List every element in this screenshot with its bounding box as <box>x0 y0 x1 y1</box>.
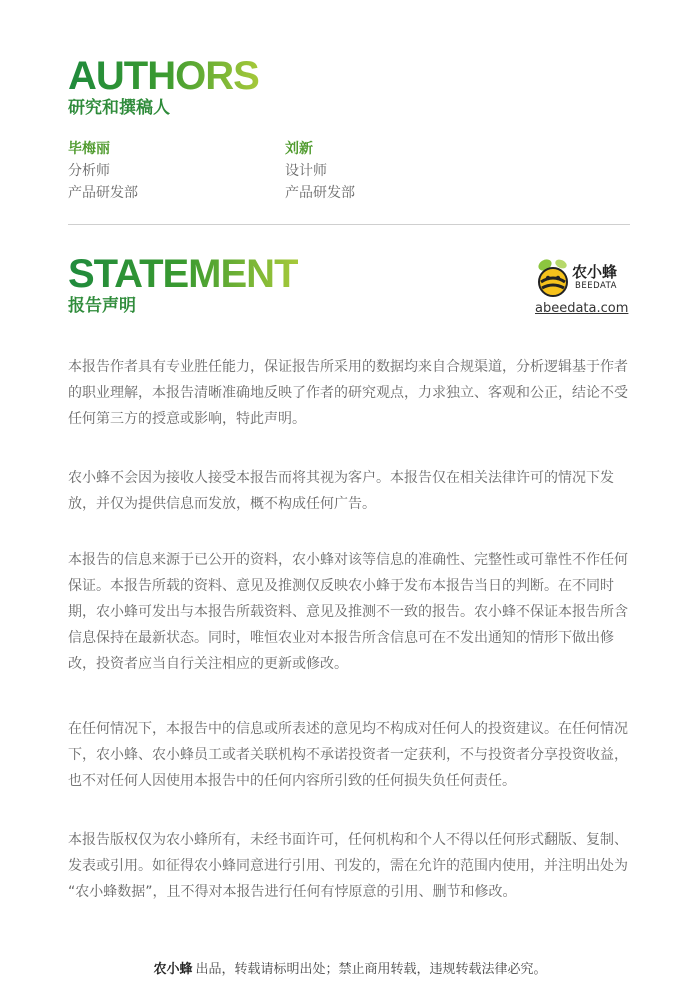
statement-paragraph: 本报告作者具有专业胜任能力，保证报告所采用的数据均来自合规渠道，分析逻辑基于作者的职业理解，本报告清晰准确地反映了作者的研究观点，力求独立、客观和公正，结论不受任何第三方的授意或影响，特此声明。 <box>68 359 628 427</box>
authors-heading: AUTHORS <box>68 54 259 98</box>
author-name: 刘新 <box>285 141 313 157</box>
author-name: 毕梅丽 <box>68 141 110 157</box>
bee-icon <box>535 256 571 300</box>
statement-subheading: 报告声明 <box>68 296 136 316</box>
brand-name: 农小蜂 <box>572 263 618 281</box>
footer-brand: 农小蜂 <box>153 962 193 977</box>
author-role: 分析师 <box>68 163 110 179</box>
footer-note <box>0 958 700 977</box>
statement-paragraph: 本报告版权仅为农小蜂所有，未经书面许可，任何机构和个人不得以任何形式翻版、复制、发表或引用。如征得农小蜂同意进行引用、刊发的，需在允许的范围内使用，并注明出处为 “农小蜂数据”，且不得对本报告进行任何有悖原意的引用、删节和修改。 <box>68 832 628 900</box>
statement-paragraph: 农小蜂不会因为接收人接受本报告而将其视为客户。本报告仅在相关法律许可的情况下发放，并仅为提供信息而发放，概不构成任何广告。 <box>68 470 614 512</box>
footer-text: 出品，转载请标明出处；禁止商用转载，违规转载法律必究。 <box>195 962 547 977</box>
section-divider <box>68 224 630 225</box>
statement-paragraph: 在任何情况下，本报告中的信息或所表述的意见均不构成对任何人的投资建议。在任何情况下，农小蜂、农小蜂员工或者关联机构不承诺投资者一定获利，不与投资者分享投资收益，也不对任何人因使用本报告中的任何内容所引致的任何损失负任何责任。 <box>68 721 628 789</box>
author-dept: 产品研发部 <box>285 185 355 201</box>
author-role: 设计师 <box>285 163 327 179</box>
brand-name-en: BEEDATA <box>575 281 617 291</box>
website-link[interactable]: abeedata.com <box>535 301 629 316</box>
author-card <box>285 138 355 204</box>
author-dept: 产品研发部 <box>68 185 138 201</box>
author-card <box>68 138 138 204</box>
authors-subheading: 研究和撰稿人 <box>68 98 170 118</box>
statement-paragraph: 本报告的信息来源于已公开的资料，农小蜂对该等信息的准确性、完整性或可靠性不作任何保证。本报告所载的资料、意见及推测仅反映农小蜂于发布本报告当日的判断。在不同时期，农小蜂可发出与本报告所载资料、意见及推测不一致的报告。农小蜂不保证本报告所含信息保持在最新状态。同时，唯恒农业对本报告所含信息可在不发出通知的情形下做出修改，投资者应当自行关注相应的更新或修改。 <box>68 552 628 672</box>
statement-heading: STATEMENT <box>68 252 298 296</box>
